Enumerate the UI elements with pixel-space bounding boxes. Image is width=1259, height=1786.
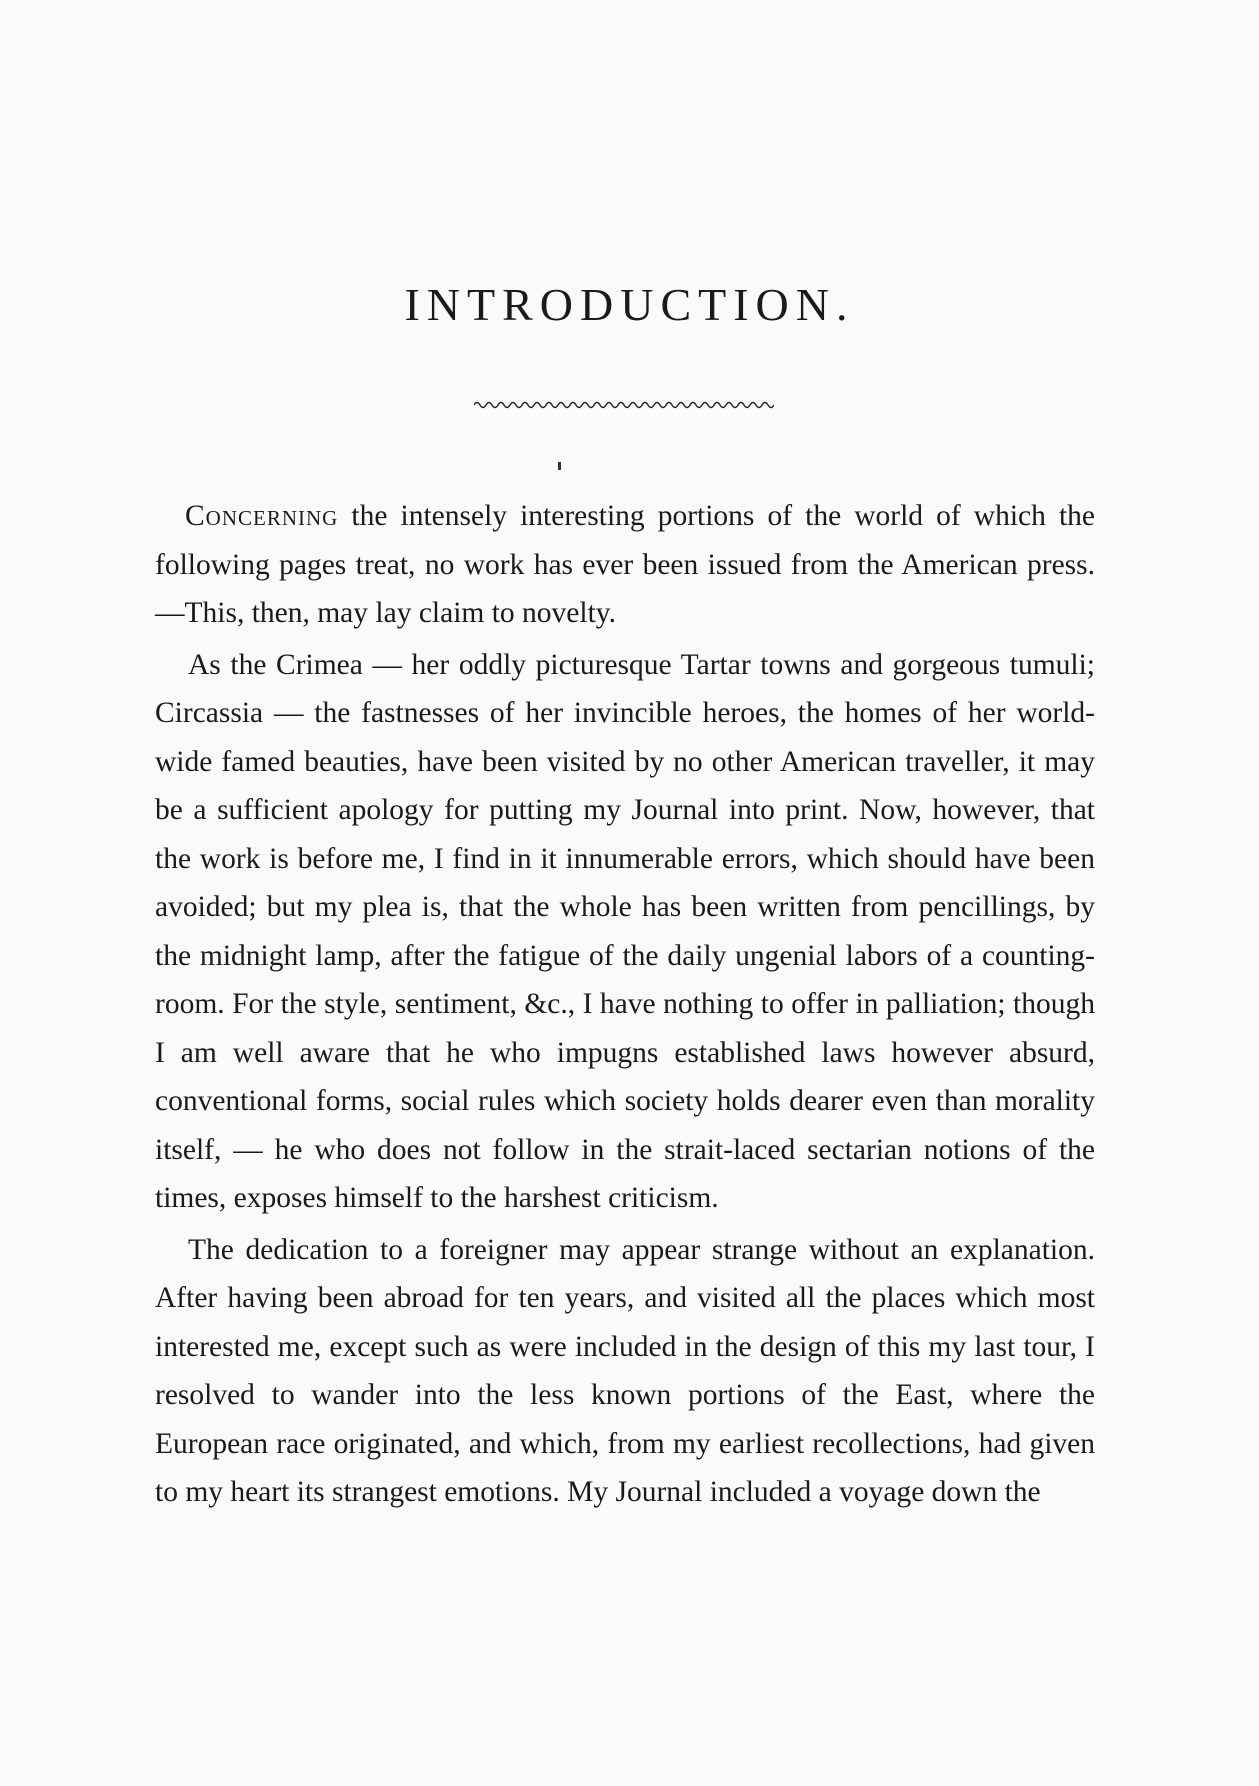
paragraph-1: [155, 492, 1095, 638]
wavy-rule-ornament: [474, 398, 774, 412]
paragraph-2: As the Crimea — her oddly picturesque Tartar towns and gorgeous tumuli; Circassia — the fastnesses of her invincible heroes, the homes of her world-wide famed beauties, have been visited by no other American traveller, it may be a sufficient apology for putting my Journal into print. Now, however, that the work is before me, I find in it innumerable errors, which should have been avoided; but my plea is, that the whole has been written from pencillings, by the midnight lamp, after the fatigue of the daily ungenial labors of a counting-room. For the style, sentiment, &c., I have nothing to offer in palliation; though I am well aware that he who impugns established laws however absurd, conventional forms, social rules which society holds dearer even than morality itself, — he who does not follow in the strait-laced sectarian notions of the times, exposes himself to the harshest criticism.: [155, 648, 1095, 1214]
introduction-body: [155, 492, 1095, 1520]
page-title: INTRODUCTION.: [404, 279, 855, 330]
paragraph-text: the intensely interesting portions of the world of which the following pages treat, no work has ever been issued from the American press.—This, then, may lay claim to novelty.: [155, 500, 1095, 629]
print-speck: [558, 462, 561, 470]
paragraph-lead-word: Concerning: [185, 500, 339, 532]
paragraph-3: The dedication to a foreigner may appear strange without an explanation. After having been abroad for ten years, and visited all the places which most interested me, except such as were included in the design of this my last tour, I resolved to wander into the less known portions of the East, where the European race originated, and which, from my earliest recollections, had given to my heart its strangest emotions. My Journal included a voyage down the: [155, 1233, 1095, 1508]
